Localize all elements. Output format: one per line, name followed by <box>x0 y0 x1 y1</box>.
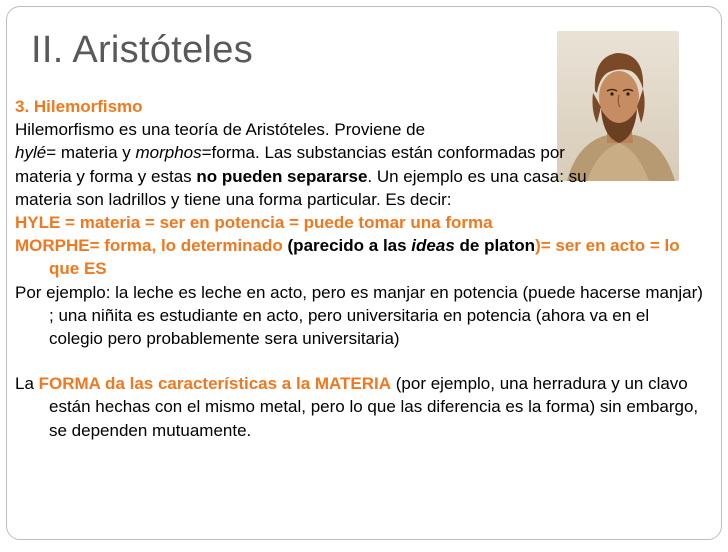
slide-body <box>15 95 705 442</box>
text: (parecido a las <box>282 236 412 256</box>
paragraph-leche-example: Por ejemplo: la leche es leche en acto, pero es manjar en potencia (puede hacerse manjar) ; una niñita es estudiante en acto, pero universitaria en potencia (ahora va en el colegio pero probablemente sera universitaria) <box>15 282 703 349</box>
paragraph-etymology <box>15 141 705 164</box>
text: MORPHE= forma, lo determinado <box>15 236 283 256</box>
slide-title: II. Aristóteles <box>31 29 254 71</box>
paragraph-intro: Hilemorfismo es una teoría de Aristóteles. Proviene de <box>15 120 426 140</box>
slide <box>6 6 722 540</box>
text: = materia y <box>46 143 136 163</box>
term-hyle: hylé <box>15 143 47 163</box>
paragraph-forma <box>15 372 705 442</box>
morphe-definition <box>15 234 705 280</box>
text: La <box>15 374 39 394</box>
hyle-definition: HYLE = materia = ser en potencia = puede tomar una forma <box>15 213 493 233</box>
text: materia y forma y estas <box>15 166 197 186</box>
term-morphos: morphos <box>135 143 202 163</box>
text: . Un ejemplo es una casa: su <box>367 166 587 186</box>
paragraph-example: materia son ladrillos y tiene una forma particular. Es decir: <box>15 189 452 209</box>
forma-emphasis: FORMA da las características a la MATERIA <box>38 374 392 394</box>
section-heading: 3. Hilemorfismo <box>15 97 143 116</box>
text: =forma. Las substancias están conformadas por <box>201 143 565 163</box>
text: de platon <box>454 236 536 256</box>
emphasis: no pueden separarse <box>196 166 368 186</box>
paragraph-substances <box>15 165 705 188</box>
term-ideas: ideas <box>411 236 455 256</box>
text: )= ser en acto = lo que ES <box>49 236 680 279</box>
text: (por ejemplo, una herradura y un clavo están hechas con el mismo metal, pero lo que las diferencia es la forma) sin embargo, se dependen mutuamente. <box>49 374 699 440</box>
